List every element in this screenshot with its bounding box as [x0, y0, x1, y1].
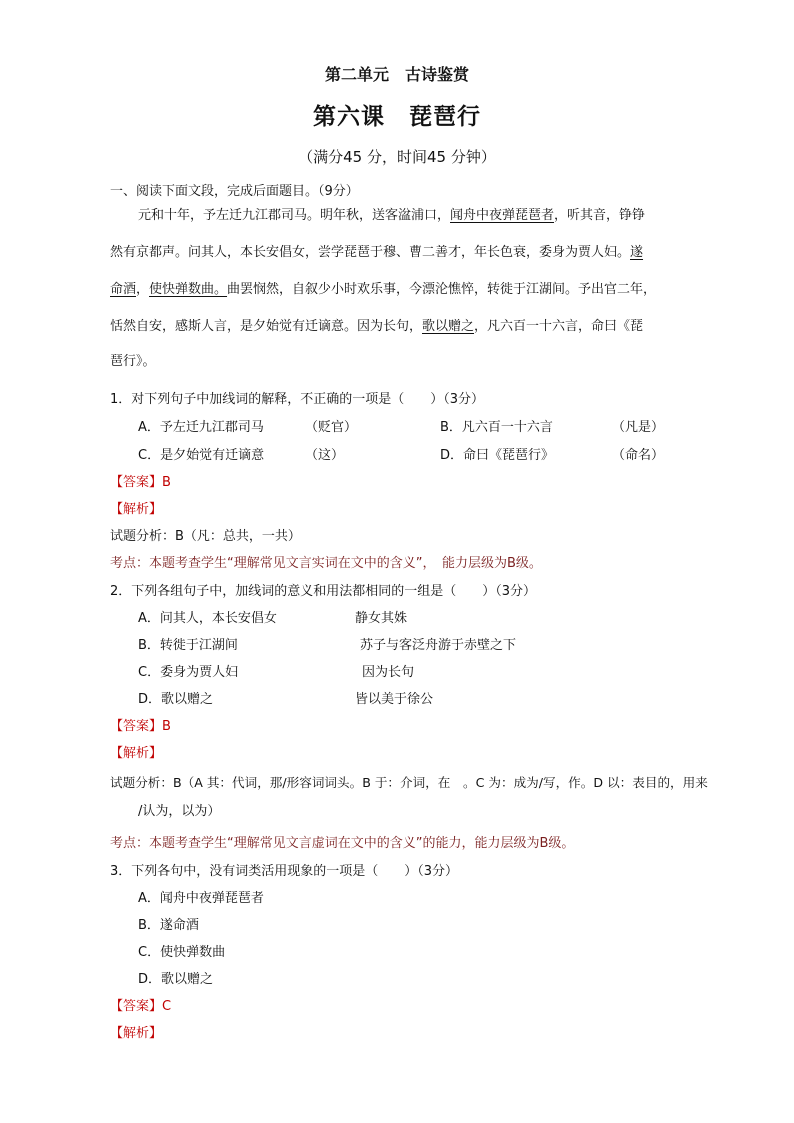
q1-option-b: B．凡六百一十六言: [440, 420, 553, 435]
q2-option-a: A．问其人，本长安倡女: [138, 611, 277, 626]
q1-option-c: C．是夕始觉有迁谪意: [138, 448, 265, 463]
underlined-phrase: 遂: [630, 245, 644, 260]
q3-analysis-label: 【解析】: [110, 1026, 163, 1041]
q2-option-b-pair: 苏子与客泛舟游于赤壁之下: [360, 638, 517, 653]
q3-option-c: C．使快弹数曲: [138, 945, 226, 960]
passage-line-2: 然有京都声。问其人，本长安倡女，尝学琵琶于穆、曹二善才，年长色衰，委身为贾人妇。遂: [110, 245, 644, 260]
q2-kaodian: 考点：本题考查学生“理解常见文言虚词在文中的含义”的能力，能力层级为B级。: [110, 836, 575, 851]
q2-analysis-line-1: 试题分析：B（A 其：代词，那/形容词词头。B 于：介词，在 。C 为：成为/写，作。D 以：表目的，用来: [110, 775, 708, 790]
q3-option-b: B．遂命酒: [138, 918, 199, 933]
passage-line-5: 琶行》。: [110, 354, 156, 369]
q2-option-d: D．歌以赠之: [138, 692, 214, 707]
passage-line-1: 元和十年，予左迁九江郡司马。明年秋，送客湓浦口，闻舟中夜弹琵琶者，听其音，铮铮: [138, 208, 646, 223]
q3-option-d: D．歌以赠之: [138, 972, 214, 987]
q1-option-d: D．命曰《琵琶行》: [440, 448, 555, 463]
question-1-stem: 1．对下列句子中加线词的解释，不正确的一项是（ ）（3分）: [110, 392, 485, 407]
q2-option-c-pair: 因为长句: [362, 665, 415, 680]
q1-option-b-note: （凡是）: [612, 420, 665, 435]
q2-option-c: C．委身为贾人妇: [138, 665, 239, 680]
question-3-stem: 3．下列各句中，没有词类活用现象的一项是（ ）（3分）: [110, 864, 459, 879]
q2-analysis-label: 【解析】: [110, 746, 163, 761]
q2-analysis-line-2: /认为，以为）: [138, 804, 221, 819]
section-heading: 一、阅读下面文段，完成后面题目。（9分）: [110, 184, 359, 199]
q1-kaodian: 考点：本题考查学生“理解常见文言实词在文中的含义”， 能力层级为B级。: [110, 556, 542, 571]
q2-option-a-pair: 静女其姝: [355, 611, 408, 626]
q1-answer: 【答案】B: [110, 475, 171, 490]
q2-option-b: B．转徙于江湖间: [138, 638, 238, 653]
q1-analysis: 试题分析：B（凡：总共，一共）: [110, 529, 301, 544]
q3-answer: 【答案】C: [110, 999, 172, 1014]
q1-option-a-note: （贬官）: [305, 420, 358, 435]
q2-option-d-pair: 皆以美于徐公: [355, 692, 434, 707]
q3-option-a: A．闻舟中夜弹琵琶者: [138, 891, 264, 906]
lesson-title: 第六课 琵琶行: [313, 104, 481, 130]
q1-analysis-label: 【解析】: [110, 502, 163, 517]
q1-option-a: A．予左迁九江郡司马: [138, 420, 264, 435]
passage-line-4: 恬然自安，感斯人言，是夕始觉有迁谪意。因为长句，歌以赠之，凡六百一十六言，命曰《琵: [110, 319, 644, 334]
underlined-phrase: 命酒: [110, 282, 137, 297]
underlined-phrase: 闻舟中夜弹琵琶者: [450, 208, 555, 223]
q1-option-d-note: （命名）: [612, 448, 665, 463]
q2-answer: 【答案】B: [110, 719, 171, 734]
q1-option-c-note: （这）: [305, 448, 345, 463]
underlined-phrase: 使快弹数曲。: [149, 282, 228, 297]
unit-title: 第二单元 古诗鉴赏: [324, 65, 469, 84]
underlined-phrase: 歌以赠之: [422, 319, 475, 334]
score-time-note: （满分45 分，时间45 分钟）: [298, 148, 496, 166]
passage-line-3: 命酒，使快弹数曲。曲罢悯然，自叙少小时欢乐事，今漂沦憔悴，转徙于江湖间。予出官二年，: [110, 282, 657, 297]
question-2-stem: 2．下列各组句子中，加线词的意义和用法都相同的一组是（ ）（3分）: [110, 584, 537, 599]
